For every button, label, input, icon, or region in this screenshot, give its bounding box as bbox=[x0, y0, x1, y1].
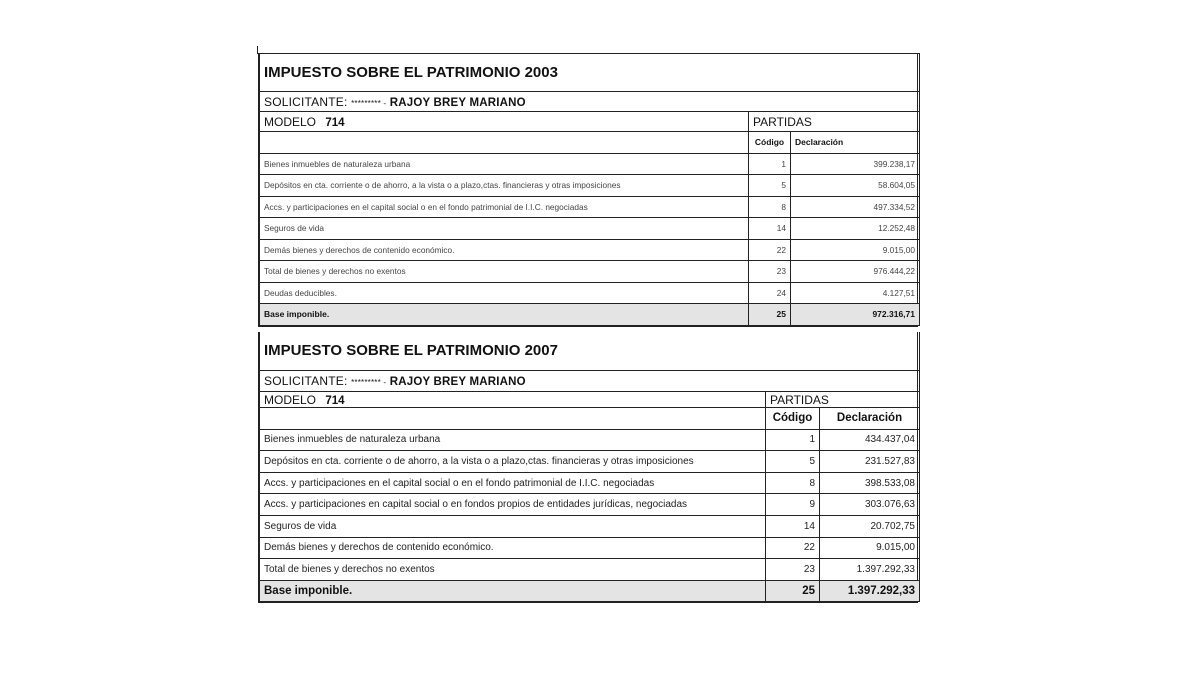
base-value: 972.316,71 bbox=[791, 304, 920, 326]
table-row bbox=[260, 429, 920, 451]
codigo-header: Código bbox=[749, 132, 791, 154]
row-label: Depósitos en cta. corriente o de ahorro, a la vista o a plazo,ctas. financieras y otras imposiciones bbox=[260, 451, 766, 473]
row-value: 12.252,48 bbox=[791, 218, 920, 240]
row-label: Demás bienes y derechos de contenido económico. bbox=[260, 239, 749, 261]
solicitante-row bbox=[260, 92, 920, 112]
table-row bbox=[260, 282, 920, 304]
modelo-value: 714 bbox=[325, 116, 345, 129]
tax-document-2003 bbox=[258, 53, 918, 327]
row-label: Accs. y participaciones en capital social o en fondos propios de entidades jurídicas, negociadas bbox=[260, 494, 766, 516]
row-label: Demás bienes y derechos de contenido económico. bbox=[260, 537, 766, 559]
row-label: Accs. y participaciones en el capital social o en el fondo patrimonial de I.I.C. negociadas bbox=[260, 196, 749, 218]
row-label: Seguros de vida bbox=[260, 516, 766, 538]
row-code: 1 bbox=[766, 429, 820, 451]
modelo-value: 714 bbox=[325, 394, 345, 407]
declaracion-header: Declaración bbox=[820, 408, 920, 430]
partidas-label: PARTIDAS bbox=[766, 392, 920, 408]
solicitante-name: RAJOY BREY MARIANO bbox=[389, 375, 526, 388]
solicitante-row bbox=[260, 370, 920, 392]
table-row bbox=[260, 516, 920, 538]
row-value: 231.527,83 bbox=[820, 451, 920, 473]
row-value: 303.076,63 bbox=[820, 494, 920, 516]
row-code: 8 bbox=[766, 472, 820, 494]
base-code: 25 bbox=[766, 580, 820, 602]
header-spacer bbox=[260, 408, 766, 430]
row-label: Seguros de vida bbox=[260, 218, 749, 240]
modelo-label: MODELO bbox=[264, 114, 317, 129]
partidas-label: PARTIDAS bbox=[749, 112, 920, 132]
modelo-cell bbox=[260, 392, 766, 408]
codigo-header: Código bbox=[766, 408, 820, 430]
table-row bbox=[260, 559, 920, 581]
row-value: 9.015,00 bbox=[791, 239, 920, 261]
base-imponible-row bbox=[260, 304, 920, 326]
row-code: 23 bbox=[749, 261, 791, 283]
base-label: Base imponible. bbox=[260, 580, 766, 602]
modelo-cell bbox=[260, 112, 749, 132]
row-code: 23 bbox=[766, 559, 820, 581]
solicitante-name: RAJOY BREY MARIANO bbox=[389, 96, 526, 109]
row-code: 14 bbox=[749, 218, 791, 240]
row-value: 976.444,22 bbox=[791, 261, 920, 283]
row-value: 399.238,17 bbox=[791, 153, 920, 175]
base-code: 25 bbox=[749, 304, 791, 326]
tax-document-2007 bbox=[258, 332, 918, 603]
row-code: 22 bbox=[766, 537, 820, 559]
row-code: 14 bbox=[766, 516, 820, 538]
table-row bbox=[260, 451, 920, 473]
table-row bbox=[260, 175, 920, 197]
declaracion-header: Declaración bbox=[791, 132, 920, 154]
modelo-label: MODELO bbox=[264, 392, 317, 407]
row-value: 9.015,00 bbox=[820, 537, 920, 559]
row-code: 1 bbox=[749, 153, 791, 175]
table-row bbox=[260, 537, 920, 559]
row-code: 5 bbox=[749, 175, 791, 197]
row-label: Bienes inmuebles de naturaleza urbana bbox=[260, 429, 766, 451]
row-label: Total de bienes y derechos no exentos bbox=[260, 559, 766, 581]
base-imponible-row bbox=[260, 580, 920, 602]
row-code: 5 bbox=[766, 451, 820, 473]
row-value: 4.127,51 bbox=[791, 282, 920, 304]
row-value: 398.533,08 bbox=[820, 472, 920, 494]
table-row bbox=[260, 261, 920, 283]
base-label: Base imponible. bbox=[260, 304, 749, 326]
solicitante-label: SOLICITANTE: bbox=[264, 94, 348, 109]
document-title: IMPUESTO SOBRE EL PATRIMONIO 2007 bbox=[260, 332, 920, 370]
solicitante-mask: ********* - bbox=[351, 98, 387, 108]
table-row bbox=[260, 218, 920, 240]
row-code: 9 bbox=[766, 494, 820, 516]
row-label: Deudas deducibles. bbox=[260, 282, 749, 304]
row-value: 20.702,75 bbox=[820, 516, 920, 538]
row-value: 497.334,52 bbox=[791, 196, 920, 218]
row-label: Bienes inmuebles de naturaleza urbana bbox=[260, 153, 749, 175]
document-title: IMPUESTO SOBRE EL PATRIMONIO 2003 bbox=[260, 54, 920, 92]
row-value: 1.397.292,33 bbox=[820, 559, 920, 581]
header-spacer bbox=[260, 132, 749, 154]
row-label: Depósitos en cta. corriente o de ahorro, a la vista o a plazo,ctas. financieras y otras imposiciones bbox=[260, 175, 749, 197]
solicitante-mask: ********* - bbox=[351, 377, 387, 387]
row-label: Accs. y participaciones en el capital social o en el fondo patrimonial de I.I.C. negociadas bbox=[260, 472, 766, 494]
row-code: 8 bbox=[749, 196, 791, 218]
table-row bbox=[260, 196, 920, 218]
row-value: 434.437,04 bbox=[820, 429, 920, 451]
table-row bbox=[260, 239, 920, 261]
row-code: 24 bbox=[749, 282, 791, 304]
row-label: Total de bienes y derechos no exentos bbox=[260, 261, 749, 283]
table-row bbox=[260, 472, 920, 494]
table-row bbox=[260, 494, 920, 516]
row-value: 58.604,05 bbox=[791, 175, 920, 197]
base-value: 1.397.292,33 bbox=[820, 580, 920, 602]
row-code: 22 bbox=[749, 239, 791, 261]
table-row bbox=[260, 153, 920, 175]
solicitante-label: SOLICITANTE: bbox=[264, 373, 348, 388]
